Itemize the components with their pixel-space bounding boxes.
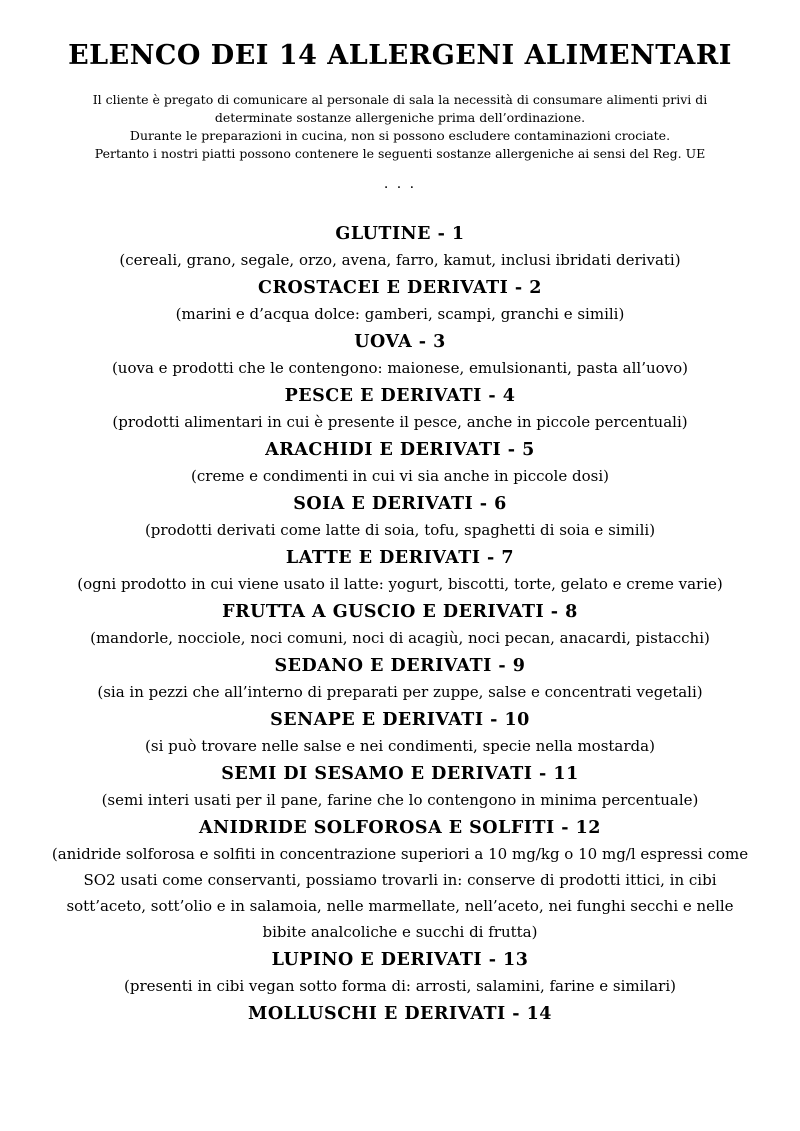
allergen-title: SEMI DI SESAMO E DERIVATI - 11 [221,764,579,784]
page-title: ELENCO DEI 14 ALLERGENI ALIMENTARI [68,40,732,71]
separator: . . . [383,176,417,192]
allergen-title: LUPINO E DERIVATI - 13 [271,950,529,970]
allergen-description: (mandorle, nocciole, noci comuni, noci di acagiù, noci pecan, anacardi, pistacchi) [90,629,710,647]
allergen-title: LATTE E DERIVATI - 7 [285,548,515,568]
allergen-description: (creme e condimenti in cui vi sia anche in piccole dosi) [191,467,609,485]
allergen-item [0,330,800,381]
allergen-item [0,1002,800,1026]
allergen-item [0,492,800,543]
allergen-item [0,762,800,813]
allergen-item [0,816,800,945]
intro-paragraph: Pertanto i nostri piatti possono contenere le seguenti sostanze allergeniche ai sensi del Reg. UE [94,146,706,161]
allergen-item [0,600,800,651]
intro-text [60,91,740,163]
allergen-description: (uova e prodotti che le contengono: maionese, emulsionanti, pasta all’uovo) [111,359,689,377]
allergen-description: (prodotti derivati come latte di soia, tofu, spaghetti di soia e simili) [144,521,656,539]
allergen-description: (prodotti alimentari in cui è presente il pesce, anche in piccole percentuali) [112,413,688,431]
allergen-title: CROSTACEI E DERIVATI - 2 [258,278,542,298]
allergen-item [0,384,800,435]
allergen-list [0,222,800,1029]
allergen-title: GLUTINE - 1 [335,224,465,244]
allergen-description: (presenti in cibi vegan sotto forma di: arrosti, salamini, farine e similari) [124,977,676,995]
allergen-description: (marini e d’acqua dolce: gamberi, scampi, granchi e simili) [175,305,625,323]
allergen-description: (cereali, grano, segale, orzo, avena, farro, kamut, inclusi ibridati derivati) [119,251,681,269]
allergen-title: PESCE E DERIVATI - 4 [284,386,516,406]
allergen-description: (sia in pezzi che all’interno di preparati per zuppe, salse e concentrati vegetali) [97,683,703,701]
allergen-item [0,276,800,327]
allergen-item [0,546,800,597]
allergen-title: FRUTTA A GUSCIO E DERIVATI - 8 [222,602,578,622]
allergen-item [0,222,800,273]
allergen-title: ARACHIDI E DERIVATI - 5 [265,440,535,460]
allergen-title: ANIDRIDE SOLFOROSA E SOLFITI - 12 [199,818,601,838]
allergen-item [0,948,800,999]
allergen-description: (ogni prodotto in cui viene usato il latte: yogurt, biscotti, torte, gelato e creme varie) [77,575,723,593]
intro-paragraph: Durante le preparazioni in cucina, non si possono escludere contaminazioni crociate. [129,128,671,143]
allergen-description: (semi interi usati per il pane, farine che lo contengono in minima percentuale) [101,791,699,809]
allergen-title: MOLLUSCHI E DERIVATI - 14 [248,1004,552,1024]
allergen-title: SEDANO E DERIVATI - 9 [274,656,526,676]
allergen-item [0,654,800,705]
allergen-item [0,438,800,489]
allergen-title: UOVA - 3 [354,332,446,352]
intro-paragraph: Il cliente è pregato di comunicare al personale di sala la necessità di consumare alimenti privi di determinate sostanze allergeniche prima dell’ordinazione. [92,92,708,125]
allergen-title: SOIA E DERIVATI - 6 [293,494,507,514]
allergen-description: (si può trovare nelle salse e nei condimenti, specie nella mostarda) [145,737,655,755]
allergen-item [0,708,800,759]
allergen-title: SENAPE E DERIVATI - 10 [270,710,530,730]
allergen-description: (anidride solforosa e solfiti in concentrazione superiori a 10 mg/kg o 10 mg/l espressi come SO2 usati come conservanti, possiamo trovarli in: conserve di prodotti ittici, in cibi sott’aceto, sott’olio e in salamoia, nelle marmellate, nell’aceto, nei funghi secchi e nelle bibite analcoliche e succhi di frutta) [51,845,749,941]
